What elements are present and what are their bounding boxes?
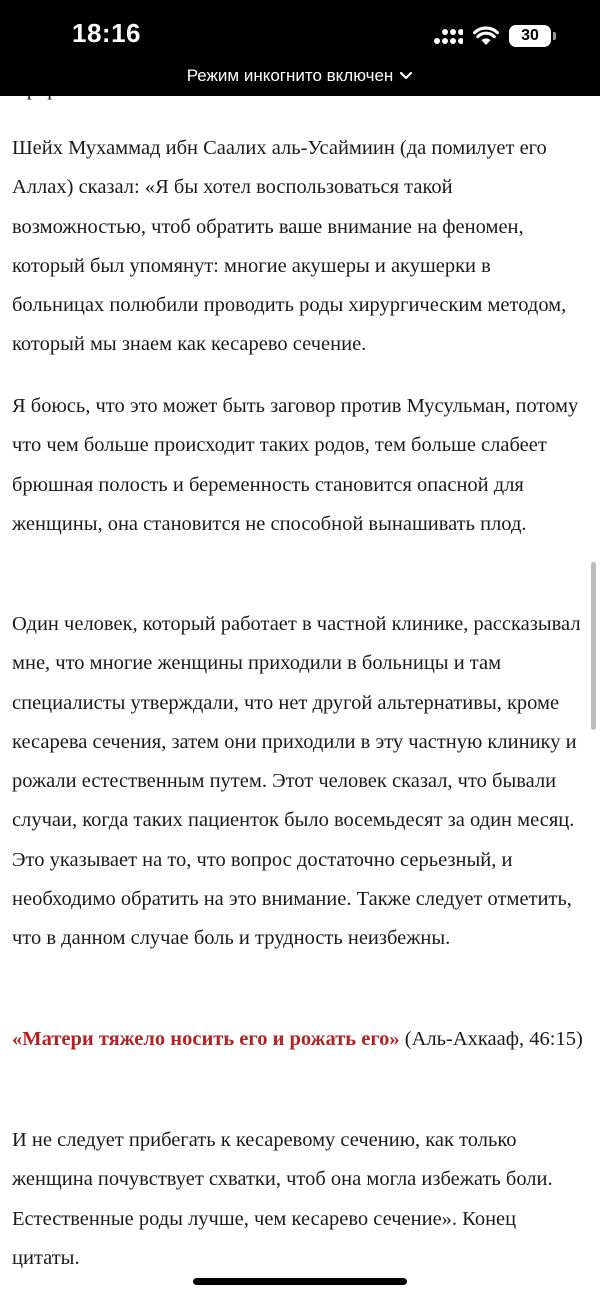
paragraph-2: Я боюсь, что это может быть заговор против Мусульман, потому что чем больше происходит таких родов, тем больше слабеет брюшная полость и беременность становится опасной для женщины, она становится не способной вынашивать плод. [12, 395, 579, 535]
quran-quote: «Матери тяжело носить его и рожать его» [12, 1028, 400, 1050]
quote-source: (Аль-Ахкааф, 46:15) [399, 1028, 583, 1050]
chevron-down-icon [399, 71, 413, 81]
paragraph-3: Один человек, который работает в частной клинике, рассказывал мне, что многие женщины приходили в больницы и там специалисты утверждали, что нет другой альтернативы, кроме кесарева сечения, затем они приходили в эту частную клинику и рожали естественным путем. Этот человек сказал, что бывали случаи, когда таких пациенток было восемьдесят за один месяц. Это указывает на то, что вопрос достаточно серьезный, и необходимо обратить на это внимание. Также следует отметить, что в данном случае боль и трудность неизбежны. [12, 613, 581, 950]
status-bar [0, 0, 600, 96]
battery-icon: 30 [509, 25, 551, 47]
quran-quote-paragraph [12, 1020, 588, 1059]
paragraph-1: Шейх Мухаммад ибн Саалих аль-Усаймиин (да помилует его Аллах) сказал: «Я бы хотел воспользоваться такой возможностью, чтоб обратить ваше внимание на феномен, который был упомянут: многие акушеры и акушерки в больницах полюбили проводить роды хирургическим методом, который мы знаем как кесарево сечение. [12, 137, 567, 356]
clock: 18:16 [72, 18, 141, 48]
incognito-label: Режим инкогнито включен [186, 66, 394, 85]
home-indicator[interactable] [193, 1278, 407, 1285]
wifi-icon [473, 26, 499, 46]
signal-icon [433, 26, 463, 46]
incognito-banner[interactable] [0, 66, 600, 86]
battery-tip [553, 32, 556, 40]
paragraph-5: И не следует прибегать к кесаревому сечению, как только женщина почувствует схватки, чтоб она могла избежать боли. Естественные роды лучше, чем кесарево сечение». Конец цитаты. [12, 1129, 553, 1269]
scrollbar[interactable] [591, 562, 596, 730]
status-icons [433, 22, 556, 50]
